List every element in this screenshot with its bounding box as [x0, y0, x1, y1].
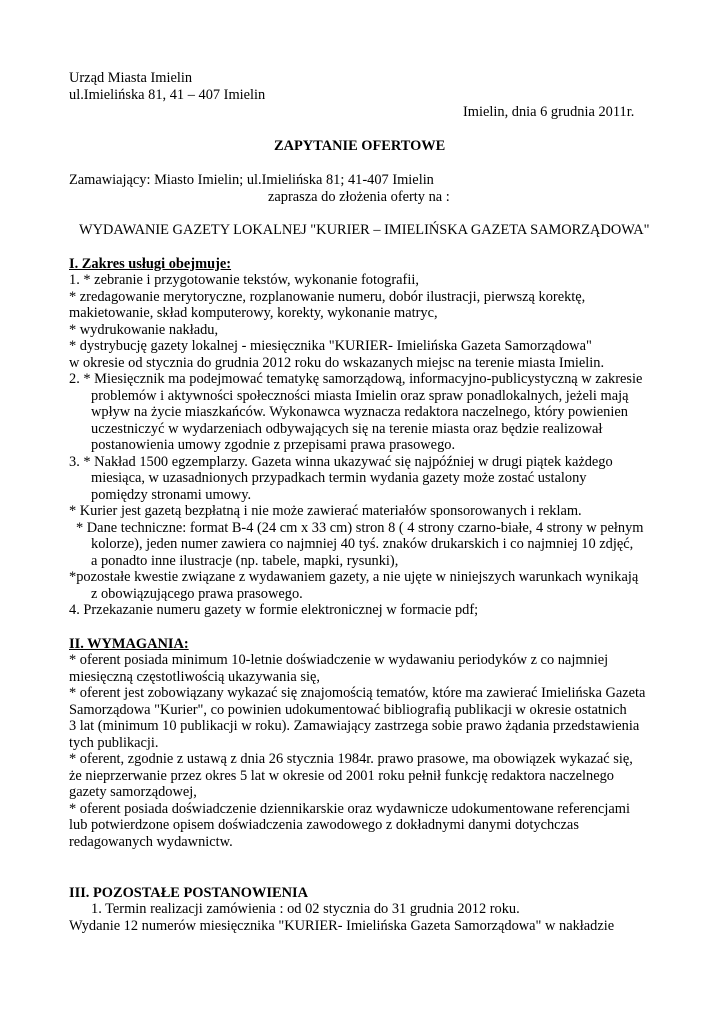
section-1-line: *pozostałe kwestie związane z wydawaniem gazety, a nie ujęte w niniejszych warunkach wynikają: [69, 569, 639, 585]
section-3-line: 1. Termin realizacji zamówienia : od 02 stycznia do 31 grudnia 2012 roku.: [91, 901, 520, 917]
section-1-line: 2. * Miesięcznik ma podejmować tematykę samorządową, informacyjno-publicystyczną w zakresie: [69, 371, 643, 387]
section-1-line: problemów i aktywności społeczności miasta Imielin oraz spraw ponadlokalnych, jeżeli mają: [91, 388, 629, 404]
section-1-line: * dystrybucję gazety lokalnej - miesięcznika "KURIER- Imielińska Gazeta Samorządowa": [69, 338, 592, 354]
ordering-party: Zamawiający: Miasto Imielin; ul.Imielińska 81; 41-407 Imielin: [69, 172, 434, 188]
section-2-line: lub potwierdzone opisem doświadczenia zawodowego z dokładnymi danymi dotychczas: [69, 817, 579, 833]
office-address: ul.Imielińska 81, 41 – 407 Imielin: [69, 87, 266, 103]
section-1-line: 4. Przekazanie numeru gazety w formie elektronicznej w formacie pdf;: [69, 602, 479, 618]
section-2-line: * oferent, zgodnie z ustawą z dnia 26 stycznia 1984r. prawo prasowe, ma obowiązek wykazać się,: [69, 751, 633, 767]
section-1-line: 1. * zebranie i przygotowanie tekstów, wykonanie fotografii,: [69, 272, 419, 288]
section-2-line: miesięczną częstotliwością ukazywania się,: [69, 669, 320, 685]
section-1-heading: I. Zakres usługi obejmuje:: [69, 256, 232, 272]
section-1-line: kolorze), jeden numer zawiera co najmniej 40 tyś. znaków drukarskich i co najmniej 10 zdjęć,: [91, 536, 634, 552]
section-1-line: * zredagowanie merytoryczne, rozplanowanie numeru, dobór ilustracji, pierwszą korektę,: [69, 289, 586, 305]
section-1-line: z obowiązującego prawa prasowego.: [91, 586, 303, 602]
document-title: ZAPYTANIE OFERTOWE: [274, 138, 446, 154]
section-2-line: tych publikacji.: [69, 735, 159, 751]
section-1-line: uczestniczyć w wydarzeniach odbywających się na terenie miasta oraz będzie realizował: [91, 421, 603, 437]
section-3-heading: III. POZOSTAŁE POSTANOWIENIA: [69, 885, 308, 901]
section-1-line: miesiąca, w uzasadnionych przypadkach termin wydania gazety może zostać ustalony: [91, 470, 587, 486]
section-2-line: * oferent posiada minimum 10-letnie doświadczenie w wydawaniu periodyków z co najmniej: [69, 652, 609, 668]
section-2-line: że nieprzerwanie przez okres 5 lat w okresie od 2001 roku pełnił funkcję redaktora naczelnego: [69, 768, 615, 784]
section-2-line: redagowanych wydawnictw.: [69, 834, 233, 850]
section-1-line: a ponadto inne ilustracje (np. tabele, mapki, rysunki),: [91, 553, 399, 569]
place-date: Imielin, dnia 6 grudnia 2011r.: [463, 104, 635, 120]
section-2-line: gazety samorządowej,: [69, 784, 197, 800]
section-1-line: * Dane techniczne: format B-4 (24 cm x 33 cm) stron 8 ( 4 strony czarno-białe, 4 strony w pełnym: [76, 520, 644, 536]
section-1-line: 3. * Nakład 1500 egzemplarzy. Gazeta winna ukazywać się najpóźniej w drugi piątek każdego: [69, 454, 613, 470]
section-3-line: Wydanie 12 numerów miesięcznika "KURIER- Imielińska Gazeta Samorządowa" w nakładzie: [69, 918, 615, 934]
section-2-line: Samorządowa "Kurier", co powinien udokumentować bibliografią publikacji w okresie ostatnich: [69, 702, 627, 718]
section-1-line: makietowanie, skład komputerowy, korekty, wykonanie matryc,: [69, 305, 438, 321]
section-1-line: pomiędzy stronami umowy.: [91, 487, 252, 503]
section-2-line: 3 lat (minimum 10 publikacji w roku). Zamawiający zastrzega sobie prawo żądania przedstawienia: [69, 718, 640, 734]
section-2-line: * oferent jest zobowiązany wykazać się znajomością tematów, które ma zawierać Imielińska Gazeta: [69, 685, 646, 701]
section-1-line: * Kurier jest gazetą bezpłatną i nie może zawierać materiałów sponsorowanych i reklam.: [69, 503, 582, 519]
invitation-line: zaprasza do złożenia oferty na :: [268, 189, 450, 205]
offer-subject: WYDAWANIE GAZETY LOKALNEJ "KURIER – IMIELIŃSKA GAZETA SAMORZĄDOWA": [79, 222, 650, 238]
section-1-line: w okresie od stycznia do grudnia 2012 roku do wskazanych miejsc na terenie miasta Imielin.: [69, 355, 605, 371]
section-2-line: * oferent posiada doświadczenie dziennikarskie oraz wydawnicze udokumentowane referencjami: [69, 801, 630, 817]
office-name: Urząd Miasta Imielin: [69, 70, 193, 86]
section-1-line: * wydrukowanie nakładu,: [69, 322, 219, 338]
section-2-heading: II. WYMAGANIA:: [69, 636, 189, 652]
section-1-line: wpływ na życie miaszkańców. Wykonawca wyznacza redaktora naczelnego, który powienien: [91, 404, 628, 420]
section-1-line: postanowienia umowy zgodnie z przepisami prawa prasowego.: [91, 437, 456, 453]
